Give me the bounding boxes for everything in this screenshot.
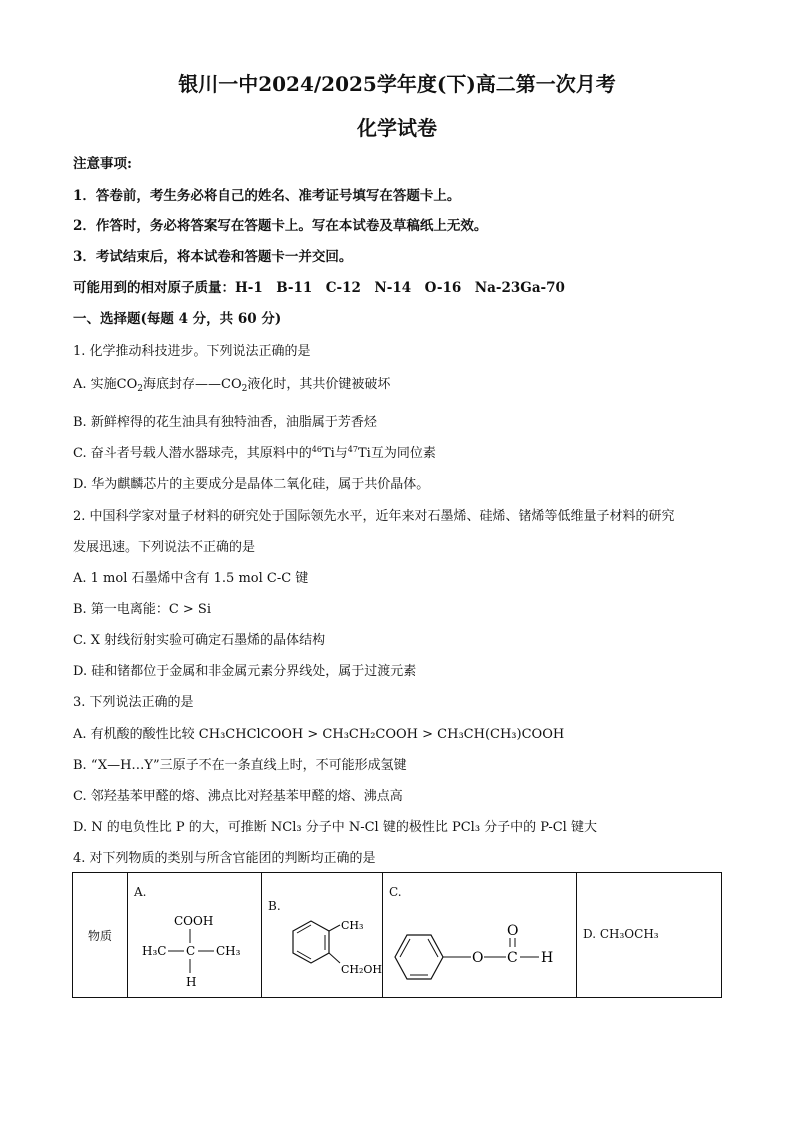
struct-c-o1: O — [472, 950, 484, 966]
label-d: D. CH₃OCH₃ — [583, 927, 659, 941]
option-c: C. 奋斗者号载人潜水器球壳，其原料中的$^{46}$Ti与$^{47}$Ti互为同位素 — [73, 445, 436, 461]
option-c: C. 邻羟基苯甲醛的熔、沸点比对羟基苯甲醛的熔、沸点高 — [73, 789, 403, 804]
option-d: D. 华为麒麟芯片的主要成分是晶体二氧化硅，属于共价晶体。 — [73, 477, 430, 492]
atomic-masses: 可能用到的相对原子质量：H-1 B-11 C-12 N-14 O-16 Na-23Ga-70 — [73, 280, 565, 296]
struct-a-right: CH₃ — [216, 944, 241, 958]
structure-b — [262, 873, 382, 997]
option-a: A. 1 mol 石墨烯中含有 1.5 mol C-C 键 — [73, 571, 309, 586]
question-stem: 3. 下列说法正确的是 — [73, 695, 194, 710]
option-d: D. N 的电负性比 P 的大，可推断 NCl₃ 分子中 N-Cl 键的极性比 PCl₃ 分子中的 P-Cl 键大 — [73, 820, 597, 835]
section-heading: 一、选择题(每题 4 分，共 60 分) — [73, 311, 282, 327]
struct-a-top: COOH — [174, 914, 214, 928]
cell-b — [262, 873, 383, 998]
exam-subtitle: 化学试卷 — [357, 116, 437, 140]
option-a: A. 实施$CO_2$海底封存$——CO_2$液化时，其共价键被破坏 — [73, 377, 391, 394]
label-a: A. — [134, 885, 147, 899]
struct-c-o2: O — [507, 923, 519, 939]
struct-a-center: C — [186, 944, 196, 958]
cell-d — [577, 873, 722, 998]
option-a: A. 有机酸的酸性比较 CH₃CHClCOOH > CH₃CH₂COOH > CH₃CH(CH₃)COOH — [73, 727, 565, 742]
substance-table — [72, 872, 722, 998]
d-formula: CH₃OCH₃ — [599, 927, 659, 941]
notes-heading: 注意事项: — [73, 156, 132, 172]
option-b: B. “X—H…Y”三原子不在一条直线上时，不可能形成氢键 — [73, 758, 407, 773]
question-stem: 4. 对下列物质的类别与所含官能团的判断均正确的是 — [73, 851, 376, 866]
row-header: 物质 — [73, 873, 128, 998]
struct-c-h: H — [541, 950, 554, 966]
note-item: 2．作答时，务必将答案写在答题卡上。写在本试卷及草稿纸上无效。 — [73, 218, 488, 234]
struct-a-bottom: H — [186, 975, 197, 989]
label-b: B. — [268, 899, 281, 913]
struct-b-sub2: CH₂OH — [341, 963, 382, 976]
note-item: 3．考试结束后，将本试卷和答题卡一并交回。 — [73, 249, 353, 265]
option-b: B. 新鲜榨得的花生油具有独特油香，油脂属于芳香烃 — [73, 415, 377, 430]
exam-title: 银川一中2024/2025学年度(下)高二第一次月考 — [178, 72, 616, 96]
struct-c-c: C — [507, 950, 518, 966]
struct-a-left: H₃C — [142, 944, 167, 958]
label-c: C. — [389, 885, 402, 899]
question-stem: 1. 化学推动科技进步。下列说法正确的是 — [73, 344, 311, 359]
structure-c — [383, 873, 576, 997]
cell-c — [383, 873, 577, 998]
structure-a — [128, 873, 261, 997]
struct-b-sub1: CH₃ — [341, 919, 364, 932]
question-stem: 2. 中国科学家对量子材料的研究处于国际领先水平，近年来对石墨烯、硅烯、锗烯等低维量子材料的研究 — [73, 509, 675, 524]
option-b: B. 第一电离能：C > Si — [73, 602, 211, 617]
cell-a — [128, 873, 262, 998]
option-c: C. X 射线衍射实验可确定石墨烯的晶体结构 — [73, 633, 326, 648]
note-item: 1．答卷前，考生务必将自己的姓名、准考证号填写在答题卡上。 — [73, 188, 461, 204]
option-d: D. 硅和锗都位于金属和非金属元素分界线处，属于过渡元素 — [73, 664, 417, 679]
question-stem-cont: 发展迅速。下列说法不正确的是 — [73, 540, 256, 555]
